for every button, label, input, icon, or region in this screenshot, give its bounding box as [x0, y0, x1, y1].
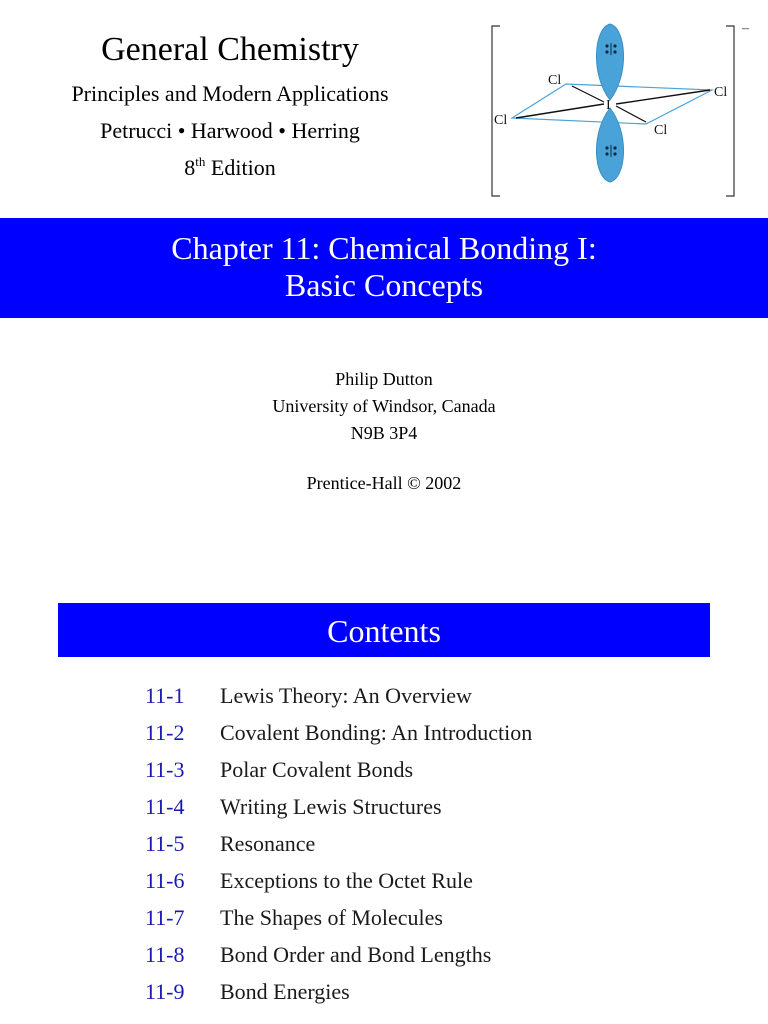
right-bracket [726, 26, 734, 196]
left-bracket [492, 26, 500, 196]
toc-item[interactable] [0, 862, 768, 899]
toc-item[interactable] [0, 899, 768, 936]
toc-item-number: 11-9 [145, 979, 185, 1004]
lone-pair-lobe-top [596, 24, 623, 100]
bond-upper-left [572, 86, 604, 102]
contents-heading: Contents [58, 603, 710, 657]
edition-word: Edition [205, 155, 276, 180]
toc-item-title: Covalent Bonding: An Introduction [220, 720, 533, 745]
publisher-copyright: Prentice-Hall © 2002 [306, 473, 462, 493]
center-atom-label: I [606, 98, 611, 113]
bond-left [516, 104, 604, 118]
ligand-label-right: Cl [714, 85, 728, 100]
book-edition [0, 154, 460, 182]
bond-right [616, 90, 710, 104]
toc-item[interactable] [0, 677, 768, 714]
toc-item-title: Resonance [220, 831, 316, 856]
toc-item-title: Lewis Theory: An Overview [220, 683, 472, 708]
toc-item-title: The Shapes of Molecules [220, 905, 443, 930]
edition-suffix: th [195, 154, 206, 169]
ligand-label-left: Cl [494, 113, 508, 128]
book-subtitle: Principles and Modern Applications [71, 81, 389, 106]
toc-item[interactable] [0, 825, 768, 862]
toc-item-title: Writing Lewis Structures [220, 794, 442, 819]
contents-list [0, 677, 768, 1010]
toc-item-number: 11-4 [145, 794, 185, 819]
toc-item-number: 11-5 [145, 831, 185, 856]
toc-item-title: Polar Covalent Bonds [220, 757, 414, 782]
toc-item-number: 11-3 [145, 757, 185, 782]
toc-item-title: Exceptions to the Octet Rule [220, 868, 473, 893]
ligand-label-lower-right: Cl [654, 123, 668, 138]
book-authors: Petrucci • Harwood • Herring [100, 118, 360, 143]
icl4-molecule-diagram [486, 18, 758, 202]
toc-item[interactable] [0, 751, 768, 788]
toc-item-title: Bond Order and Bond Lengths [220, 942, 492, 967]
toc-item-number: 11-7 [145, 905, 185, 930]
toc-item[interactable] [0, 714, 768, 751]
presenter-postal-code: N9B 3P4 [350, 423, 418, 443]
bond-lower-right [616, 106, 646, 122]
chapter-title-line2: Basic Concepts [284, 267, 484, 303]
toc-item[interactable] [0, 936, 768, 973]
chapter-banner [0, 218, 768, 318]
ligand-label-upper-left: Cl [548, 73, 562, 88]
lone-pair-lobe-bottom [596, 108, 623, 182]
toc-item-number: 11-1 [145, 683, 185, 708]
book-title: General Chemistry [101, 31, 359, 68]
toc-item-number: 11-2 [145, 720, 185, 745]
presenter-name: Philip Dutton [335, 369, 433, 389]
chapter-title-line1: Chapter 11: Chemical Bonding I: [171, 230, 597, 266]
toc-item[interactable] [0, 973, 768, 1010]
presenter-affiliation: University of Windsor, Canada [272, 396, 496, 416]
edition-number: 8 [184, 155, 196, 180]
toc-item[interactable] [0, 788, 768, 825]
toc-item-number: 11-8 [145, 942, 185, 967]
toc-item-title: Bond Energies [220, 979, 350, 1004]
toc-item-number: 11-6 [145, 868, 185, 893]
charge-label: – [742, 21, 749, 36]
